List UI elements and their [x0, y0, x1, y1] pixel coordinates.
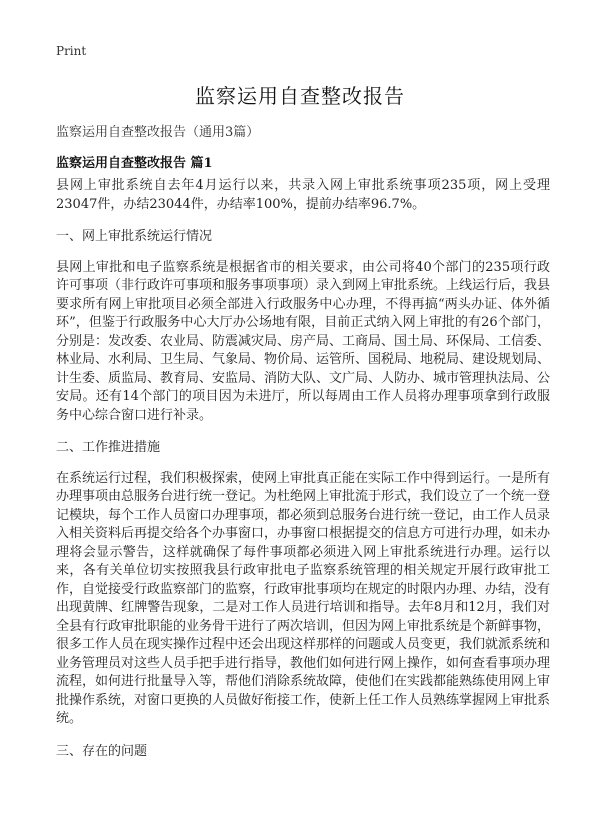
- spacer: [56, 247, 550, 259]
- section-heading: 监察运用自查整改报告 篇1: [56, 156, 213, 171]
- heading-system-operation: 一、网上审批系统运行情况: [56, 229, 213, 244]
- paragraph-intro: 县网上审批系统自去年4月运行以来，共录入网上审批系统事项235项，网上受理23047件，办结23044件，办结率100%，提前办结率96.7%。: [56, 178, 550, 212]
- heading-existing-problems: 三、存在的问题: [56, 743, 148, 759]
- document-subtitle: 监察运用自查整改报告（通用3篇）: [56, 125, 260, 140]
- print-link[interactable]: Print: [56, 44, 87, 58]
- heading-work-measures: 二、工作推进措施: [56, 440, 161, 455]
- document-title: 监察运用自查整改报告: [195, 84, 405, 108]
- spacer: [56, 729, 550, 743]
- paragraph-system-operation: 县网上审批和电子监察系统是根据省市的相关要求，由公司将40个部门的235项行政许可事项（非行政许可事项和服务事项事项）录入到网上审批系统。上线运行后，我县要求所有网上审批项目必须全部进入行政服务中心办理，不得再搞“两头办证、体外循环”，但鉴于行政服务中心大厅办公场地有限，目前正式纳入网上审批的有26个部门，分别是：发改委、农业局、防震减灾局、房产局、工商局、国土局、环保局、工信委、林业局、水利局、卫生局、气象局、物价局、运管所、国税局、地税局、建设规划局、计生委、质监局、教育局、安监局、消防大队、文广局、人防办、城市管理执法局、公安局。还有14个部门的项目因为未进厅，所以每周由工作人员将办理事项拿到行政服务中心综合窗口进行补录。: [56, 259, 551, 423]
- spacer: [56, 458, 550, 470]
- document-body: [56, 177, 550, 761]
- paragraph-work-measures: 在系统运行过程，我们积极探索，使网上审批真正能在实际工作中得到运行。一是所有办理事项由总服务台进行统一登记。为杜绝网上审批流于形式，我们设立了一个统一登记模块，每个工作人员窗口办理事项，都必须到总服务台进行统一登记，由工作人员录入相关资料后再提交给各个办事窗口，办事窗口根据提交的信息方可进行办理，如未办理将会显示警告，这样就确保了每件事项都必须进入网上审批系统进行办理。运行以来，各有关单位切实按照我县行政审批电子监察系统管理的相关规定开展行政审批工作，自觉接受行政监察部门的监察，行政审批事项均在规定的时限内办理、办结，没有出现黄牌、红牌警告现象，二是对工作人员进行培训和指导。去年8月和12月，我们对全县有行政审批职能的业务骨干进行了两次培训，但因为网上审批系统是个新鲜事物，很多工作人员在现实操作过程中还会出现这样那样的问题或人员变更，我们就派系统和业务管理员对这些人员手把手进行指导，教他们如何进行网上操作，如何查看事项办理流程，如何进行批量导入等，帮他们消除系统故障，使他们在实践都能熟练使用网上审批操作系统，对窗口更换的人员做好衔接工作，使新上任工作人员熟练掌握网上审批系统。: [56, 470, 551, 726]
- spacer: [56, 425, 550, 439]
- spacer: [56, 214, 550, 228]
